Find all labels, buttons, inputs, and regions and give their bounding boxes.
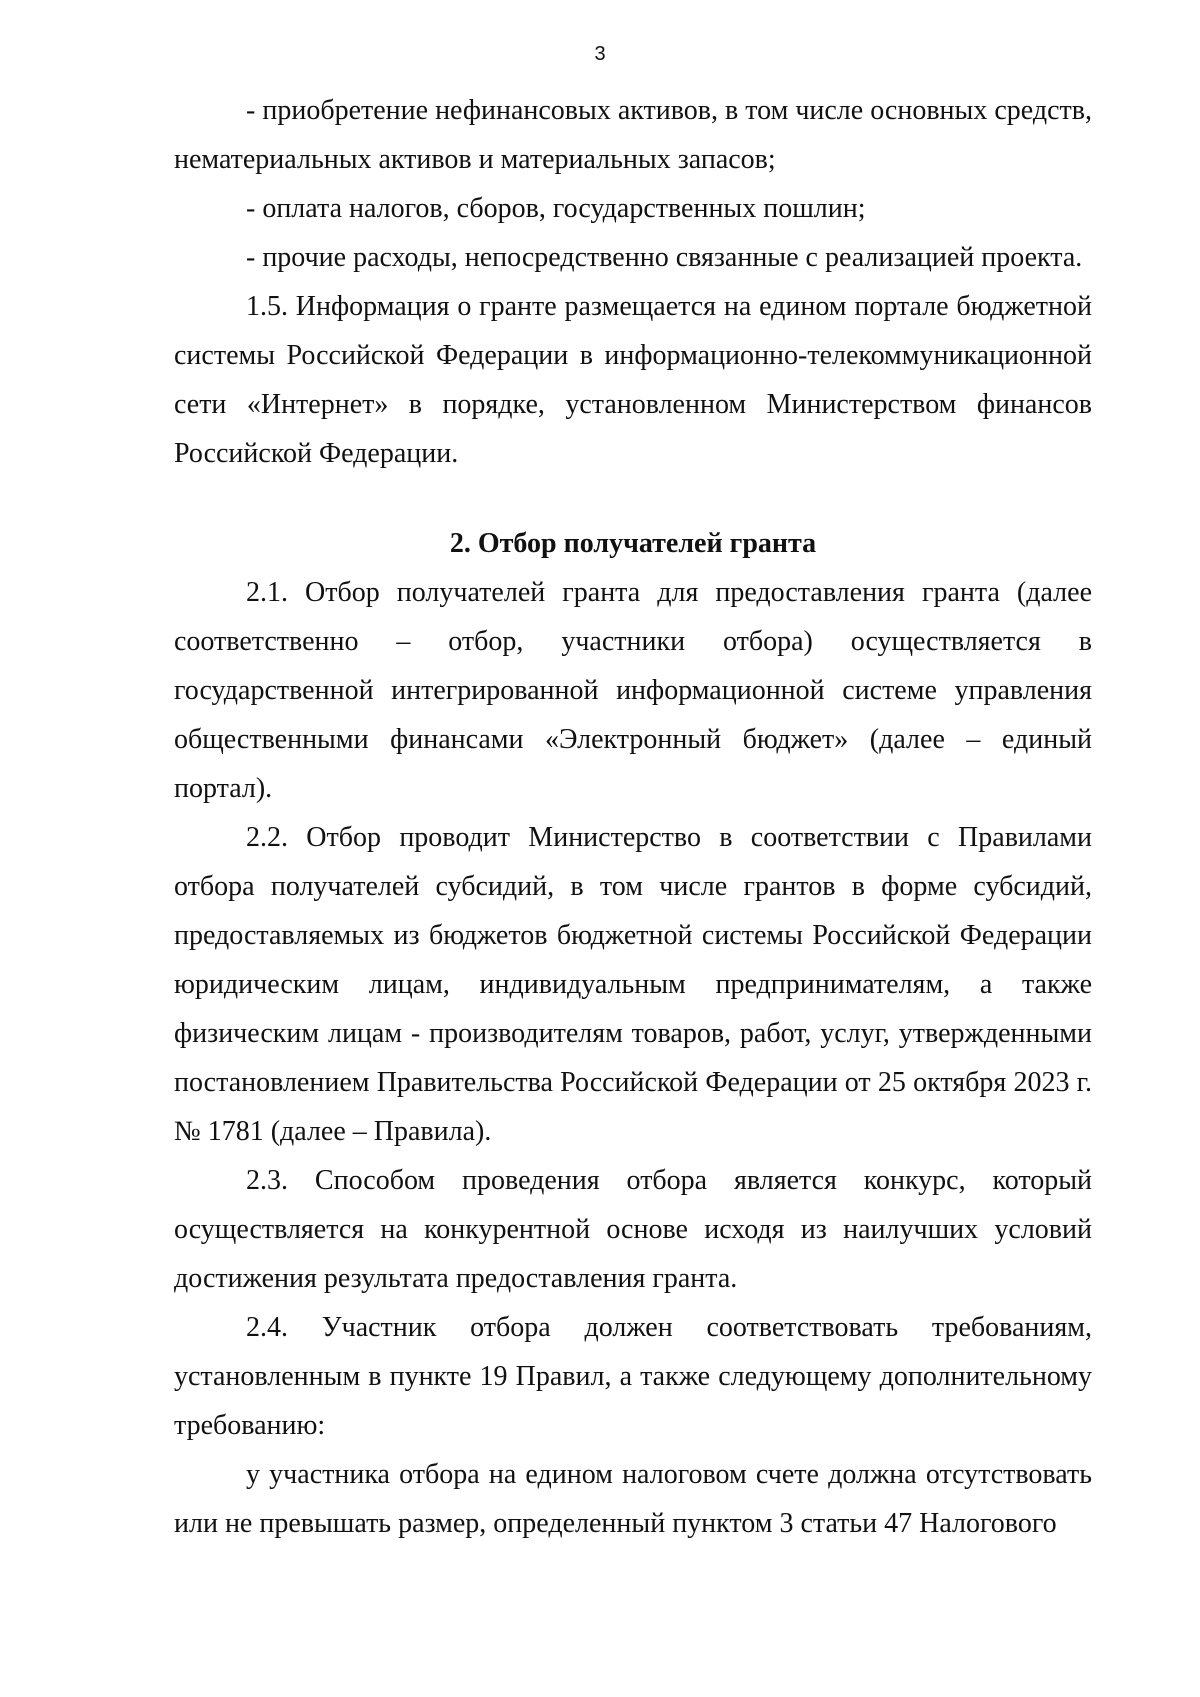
paragraph-2-4: 2.4. Участник отбора должен соответствовать требованиям, установленным в пункте 19 Правил, а также следующему дополнительному требованию: [174,1312,1092,1441]
list-item-other-expenses: - прочие расходы, непосредственно связанные с реализацией проекта. [246,242,1083,273]
paragraph-2-1: 2.1. Отбор получателей гранта для предоставления гранта (далее соответственно – отбор, участники отбора) осуществляется в государственной интегрированной информационной системе управления общественными финансами «Электронный бюджет» (далее – единый портал). [174,577,1092,804]
section-heading-2: 2. Отбор получателей гранта [449,528,817,559]
paragraph-1-5: 1.5. Информация о гранте размещается на едином портале бюджетной системы Российской Федерации в информационно-телекоммуникационной сети «Интернет» в порядке, установленном Министерством финансов Российской Федерации. [174,291,1092,469]
paragraph-2-3: 2.3. Способом проведения отбора является конкурс, который осуществляется на конкурентной основе исходя из наилучших условий достижения результата предоставления гранта. [174,1165,1092,1294]
paragraph-tax-requirement: у участника отбора на едином налоговом счете должна отсутствовать или не превышать размер, определенный пунктом 3 статьи 47 Налогового [174,1459,1092,1539]
page-number: 3 [594,43,606,65]
document-body [174,86,1092,1548]
paragraph-2-2: 2.2. Отбор проводит Министерство в соответствии с Правилами отбора получателей субсидий, в том числе грантов в форме субсидий, предоставляемых из бюджетов бюджетной системы Российской Федерации юридическим лицам, индивидуальным предпринимателям, а также физическим лицам - производителям товаров, работ, услуг, утвержденными постановлением Правительства Российской Федерации от 25 октября 2023 г. № 1781 (далее – Правила). [174,822,1092,1147]
list-item-nonfinancial-assets: - приобретение нефинансовых активов, в том числе основных средств, нематериальных активов и материальных запасов; [174,95,1092,175]
list-item-taxes: - оплата налогов, сборов, государственных пошлин; [246,193,866,224]
